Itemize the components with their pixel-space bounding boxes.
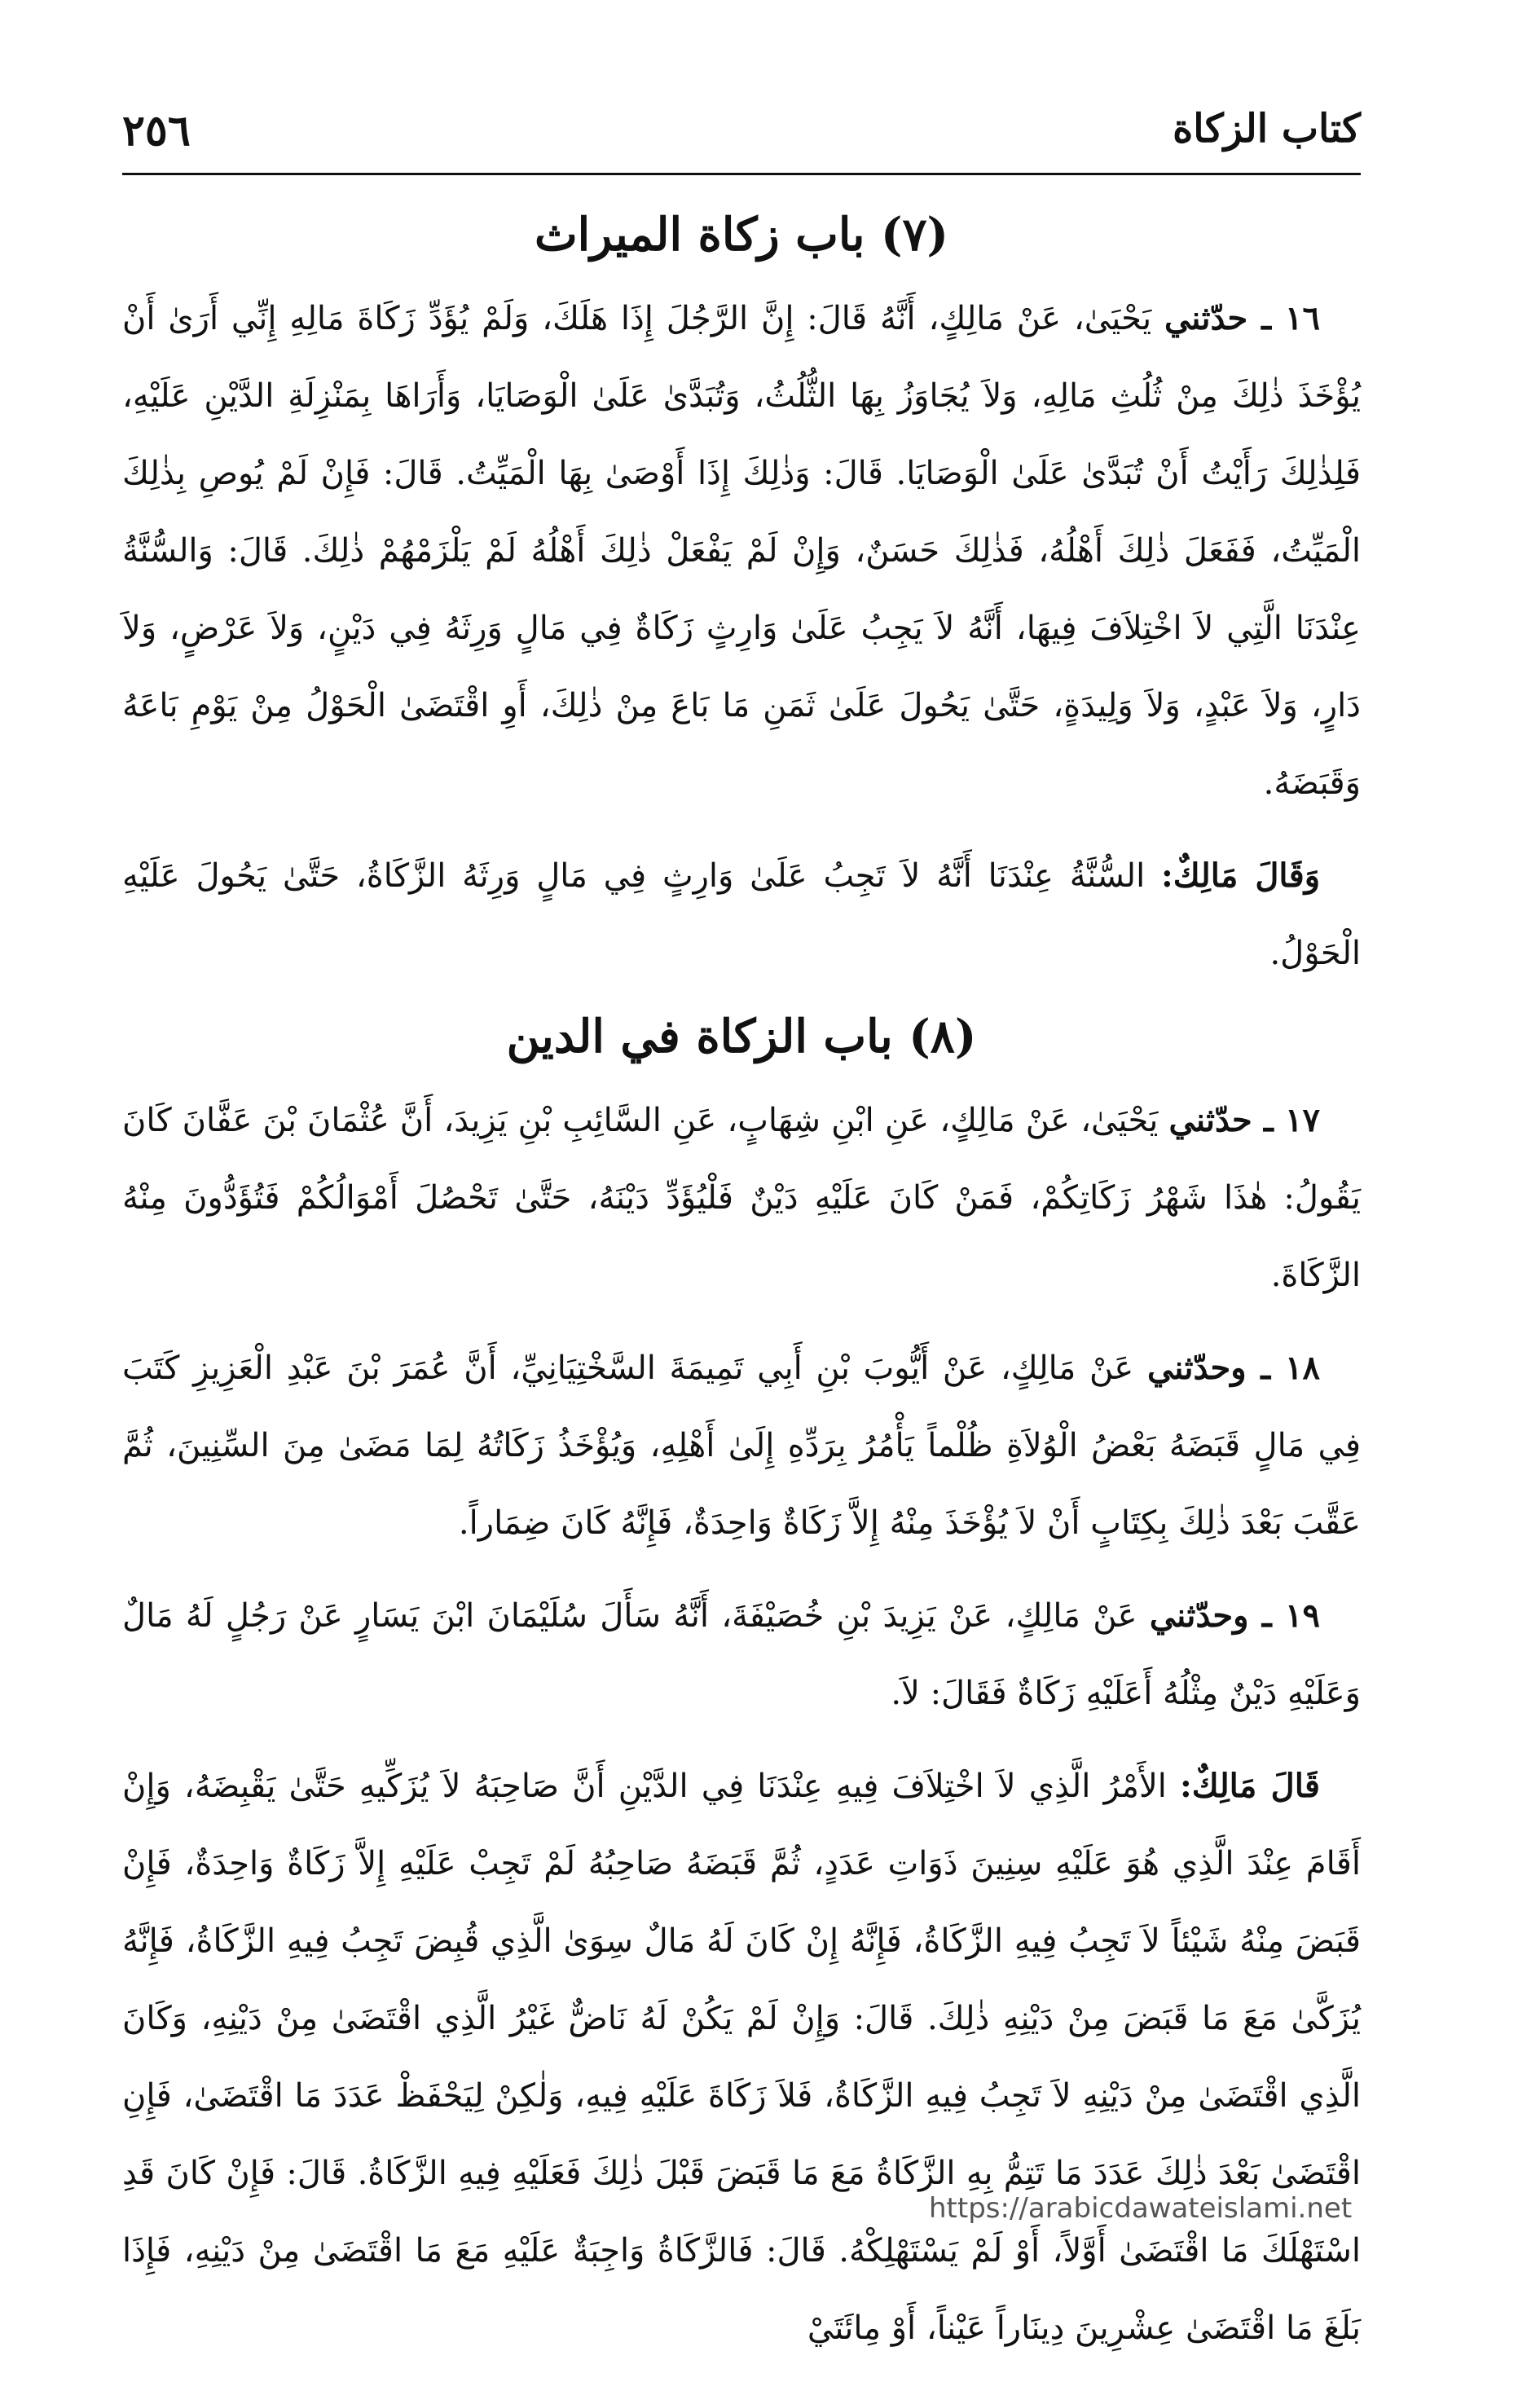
page-body bbox=[122, 196, 1361, 2382]
chapter-8-title: (٨) باب الزكاة في الدين bbox=[506, 1009, 977, 1063]
chapter-7-title: (٧) باب زكاة الميراث bbox=[534, 208, 949, 262]
malik-statement-1-lead: وَقَالَ مَالِكٌ: bbox=[1161, 856, 1321, 895]
running-title: كتاب الزكاة bbox=[1173, 106, 1361, 152]
header-divider bbox=[122, 173, 1361, 175]
watermark-url: https://arabicdawateislami.net bbox=[929, 2192, 1353, 2225]
hadith-18-text: عَنْ مَالِكٍ، عَنْ أَيُّوبَ بْنِ أَبِي تَمِيمَةَ السَّخْتِيَانِيِّ، أَنَّ عُمَرَ بْنَ عَبْدِ الْعَزِيزِ كَتَبَ فِي مَالٍ قَبَضَهُ بَعْضُ الْوُلاَةِ ظُلْماً يَأْمُرُ بِرَدِّهِ إِلَىٰ أَهْلِهِ، وَيُؤْخَذُ زَكَاتُهُ لِمَا مَضَىٰ مِنَ السِّنِينَ، ثُمَّ عَقَّبَ بَعْدَ ذٰلِكَ بِكِتَابٍ أَنْ لاَ يُؤْخَذَ مِنْهُ إِلاَّ زَكَاةٌ وَاحِدَةٌ، فَإِنَّهُ كَانَ ضِمَاراً. bbox=[122, 1349, 1361, 1542]
hadith-19-lead: ١٩ ـ وحدّثني bbox=[1149, 1596, 1321, 1635]
hadith-18 bbox=[122, 1329, 1361, 1562]
page-number: ٢٥٦ bbox=[122, 106, 191, 156]
malik-statement-1 bbox=[122, 837, 1361, 993]
hadith-16 bbox=[122, 280, 1361, 822]
malik-statement-2-text: الأَمْرُ الَّذِي لاَ اخْتِلاَفَ فِيهِ عِنْدَنَا فِي الدَّيْنِ أَنَّ صَاحِبَهُ لاَ يُزَكِّيهِ حَتَّىٰ يَقْبِضَهُ، وَإِنْ أَقَامَ عِنْدَ الَّذِي هُوَ عَلَيْهِ سِنِينَ ذَوَاتِ عَدَدٍ، ثُمَّ قَبَضَهُ صَاحِبُهُ لَمْ تَجِبْ عَلَيْهِ إِلاَّ زَكَاةٌ وَاحِدَةٌ، فَإِنْ قَبَضَ مِنْهُ شَيْئاً لاَ تَجِبُ فِيهِ الزَّكَاةُ، فَإِنَّهُ إِنْ كَانَ لَهُ مَالٌ سِوَىٰ الَّذِي قُبِضَ تَجِبُ فِيهِ الزَّكَاةُ، فَإِنَّهُ يُزَكَّىٰ مَعَ مَا قَبَضَ مِنْ دَيْنِهِ ذٰلِكَ. قَالَ: وَإِنْ لَمْ يَكُنْ لَهُ نَاضٌّ غَيْرُ الَّذِي اقْتَضَىٰ مِنْ دَيْنِهِ، وَكَانَ الَّذِي اقْتَضَىٰ مِنْ دَيْنِهِ لاَ تَجِبُ فِيهِ الزَّكَاةُ، فَلاَ زَكَاةَ عَلَيْهِ فِيهِ، وَلٰكِنْ لِيَحْفَظْ عَدَدَ مَا اقْتَضَىٰ، فَإِنِ اقْتَضَىٰ بَعْدَ ذٰلِكَ عَدَدَ مَا تَتِمُّ بِهِ الزَّكَاةُ مَعَ مَا قَبَضَ قَبْلَ ذٰلِكَ فَعَلَيْهِ فِيهِ الزَّكَاةُ. قَالَ: فَإِنْ كَانَ قَدِ اسْتَهْلَكَ مَا اقْتَضَىٰ أَوَّلاً، أَوْ لَمْ يَسْتَهْلِكْهُ. قَالَ: فَالزَّكَاةُ وَاجِبَةٌ عَلَيْهِ مَعَ مَا اقْتَضَىٰ مِنْ دَيْنِهِ، فَإِذَا بَلَغَ مَا اقْتَضَىٰ عِشْرِينَ دِينَاراً عَيْناً، أَوْ مِائَتَيْ bbox=[122, 1767, 1362, 2347]
hadith-19-text: عَنْ مَالِكٍ، عَنْ يَزِيدَ بْنِ خُصَيْفَةَ، أَنَّهُ سَأَلَ سُلَيْمَانَ ابْنَ يَسَارٍ عَنْ رَجُلٍ لَهُ مَالٌ وَعَلَيْهِ دَيْنٌ مِثْلُهُ أَعَلَيْهِ زَكَاةٌ فَقَالَ: لاَ. bbox=[122, 1596, 1361, 1712]
malik-statement-2 bbox=[122, 1747, 1361, 2367]
hadith-18-lead: ١٨ ـ وحدّثني bbox=[1146, 1348, 1321, 1387]
hadith-17-text: يَحْيَىٰ، عَنْ مَالِكٍ، عَنِ ابْنِ شِهَابٍ، عَنِ السَّائِبِ بْنِ يَزِيدَ، أَنَّ عُثْمَانَ بْنَ عَفَّانَ كَانَ يَقُولُ: هٰذَا شَهْرُ زَكَاتِكُمْ، فَمَنْ كَانَ عَلَيْهِ دَيْنٌ فَلْيُؤَدِّ دَيْنَهُ، حَتَّىٰ تَحْصُلَ أَمْوَالُكُمْ فَتُؤَدُّونَ مِنْهُ الزَّكَاةَ. bbox=[122, 1101, 1361, 1294]
malik-statement-2-lead: قَالَ مَالِكٌ: bbox=[1180, 1766, 1320, 1805]
page-header bbox=[122, 98, 1361, 171]
hadith-19 bbox=[122, 1577, 1361, 1733]
malik-statement-1-text: السُّنَّةُ عِنْدَنَا أَنَّهُ لاَ تَجِبُ عَلَىٰ وَارِثٍ فِي مَالٍ وَرِثَهُ الزَّكَاةُ، حَتَّىٰ يَحُولَ عَلَيْهِ الْحَوْلُ. bbox=[122, 856, 1361, 972]
hadith-16-lead: ١٦ ـ حدّثني bbox=[1164, 298, 1320, 337]
hadith-17-lead: ١٧ ـ حدّثني bbox=[1168, 1100, 1320, 1139]
hadith-17 bbox=[122, 1081, 1361, 1314]
hadith-16-text: يَحْيَىٰ، عَنْ مَالِكٍ، أَنَّهُ قَالَ: إِنَّ الرَّجُلَ إِذَا هَلَكَ، وَلَمْ يُؤَدِّ زَكَاةَ مَالِهِ إِنِّي أَرَىٰ أَنْ يُؤْخَذَ ذٰلِكَ مِنْ ثُلُثِ مَالِهِ، وَلاَ يُجَاوَزُ بِهَا الثُّلُثُ، وَتُبَدَّىٰ عَلَىٰ الْوَصَايَا، وَأَرَاهَا بِمَنْزِلَةِ الدَّيْنِ عَلَيْهِ، فَلِذٰلِكَ رَأَيْتُ أَنْ تُبَدَّىٰ عَلَىٰ الْوَصَايَا. قَالَ: وَذٰلِكَ إِذَا أَوْصَىٰ بِهَا الْمَيِّتُ. قَالَ: فَإِنْ لَمْ يُوصِ بِذٰلِكَ الْمَيِّتُ، فَفَعَلَ ذٰلِكَ أَهْلُهُ، فَذٰلِكَ حَسَنٌ، وَإِنْ لَمْ يَفْعَلْ ذٰلِكَ أَهْلُهُ لَمْ يَلْزَمْهُمْ ذٰلِكَ. قَالَ: وَالسُّنَّةُ عِنْدَنَا الَّتِي لاَ اخْتِلاَفَ فِيهَا، أَنَّهُ لاَ يَجِبُ عَلَىٰ وَارِثٍ زَكَاةٌ فِي مَالٍ وَرِثَهُ فِي دَيْنٍ، وَلاَ عَرْضٍ، وَلاَ دَارٍ، وَلاَ عَبْدٍ، وَلاَ وَلِيدَةٍ، حَتَّىٰ يَحُولَ عَلَىٰ ثَمَنِ مَا بَاعَ مِنْ ذٰلِكَ، أَوِ اقْتَضَىٰ الْحَوْلُ مِنْ يَوْمِ بَاعَهُ وَقَبَضَهُ. bbox=[122, 299, 1361, 802]
